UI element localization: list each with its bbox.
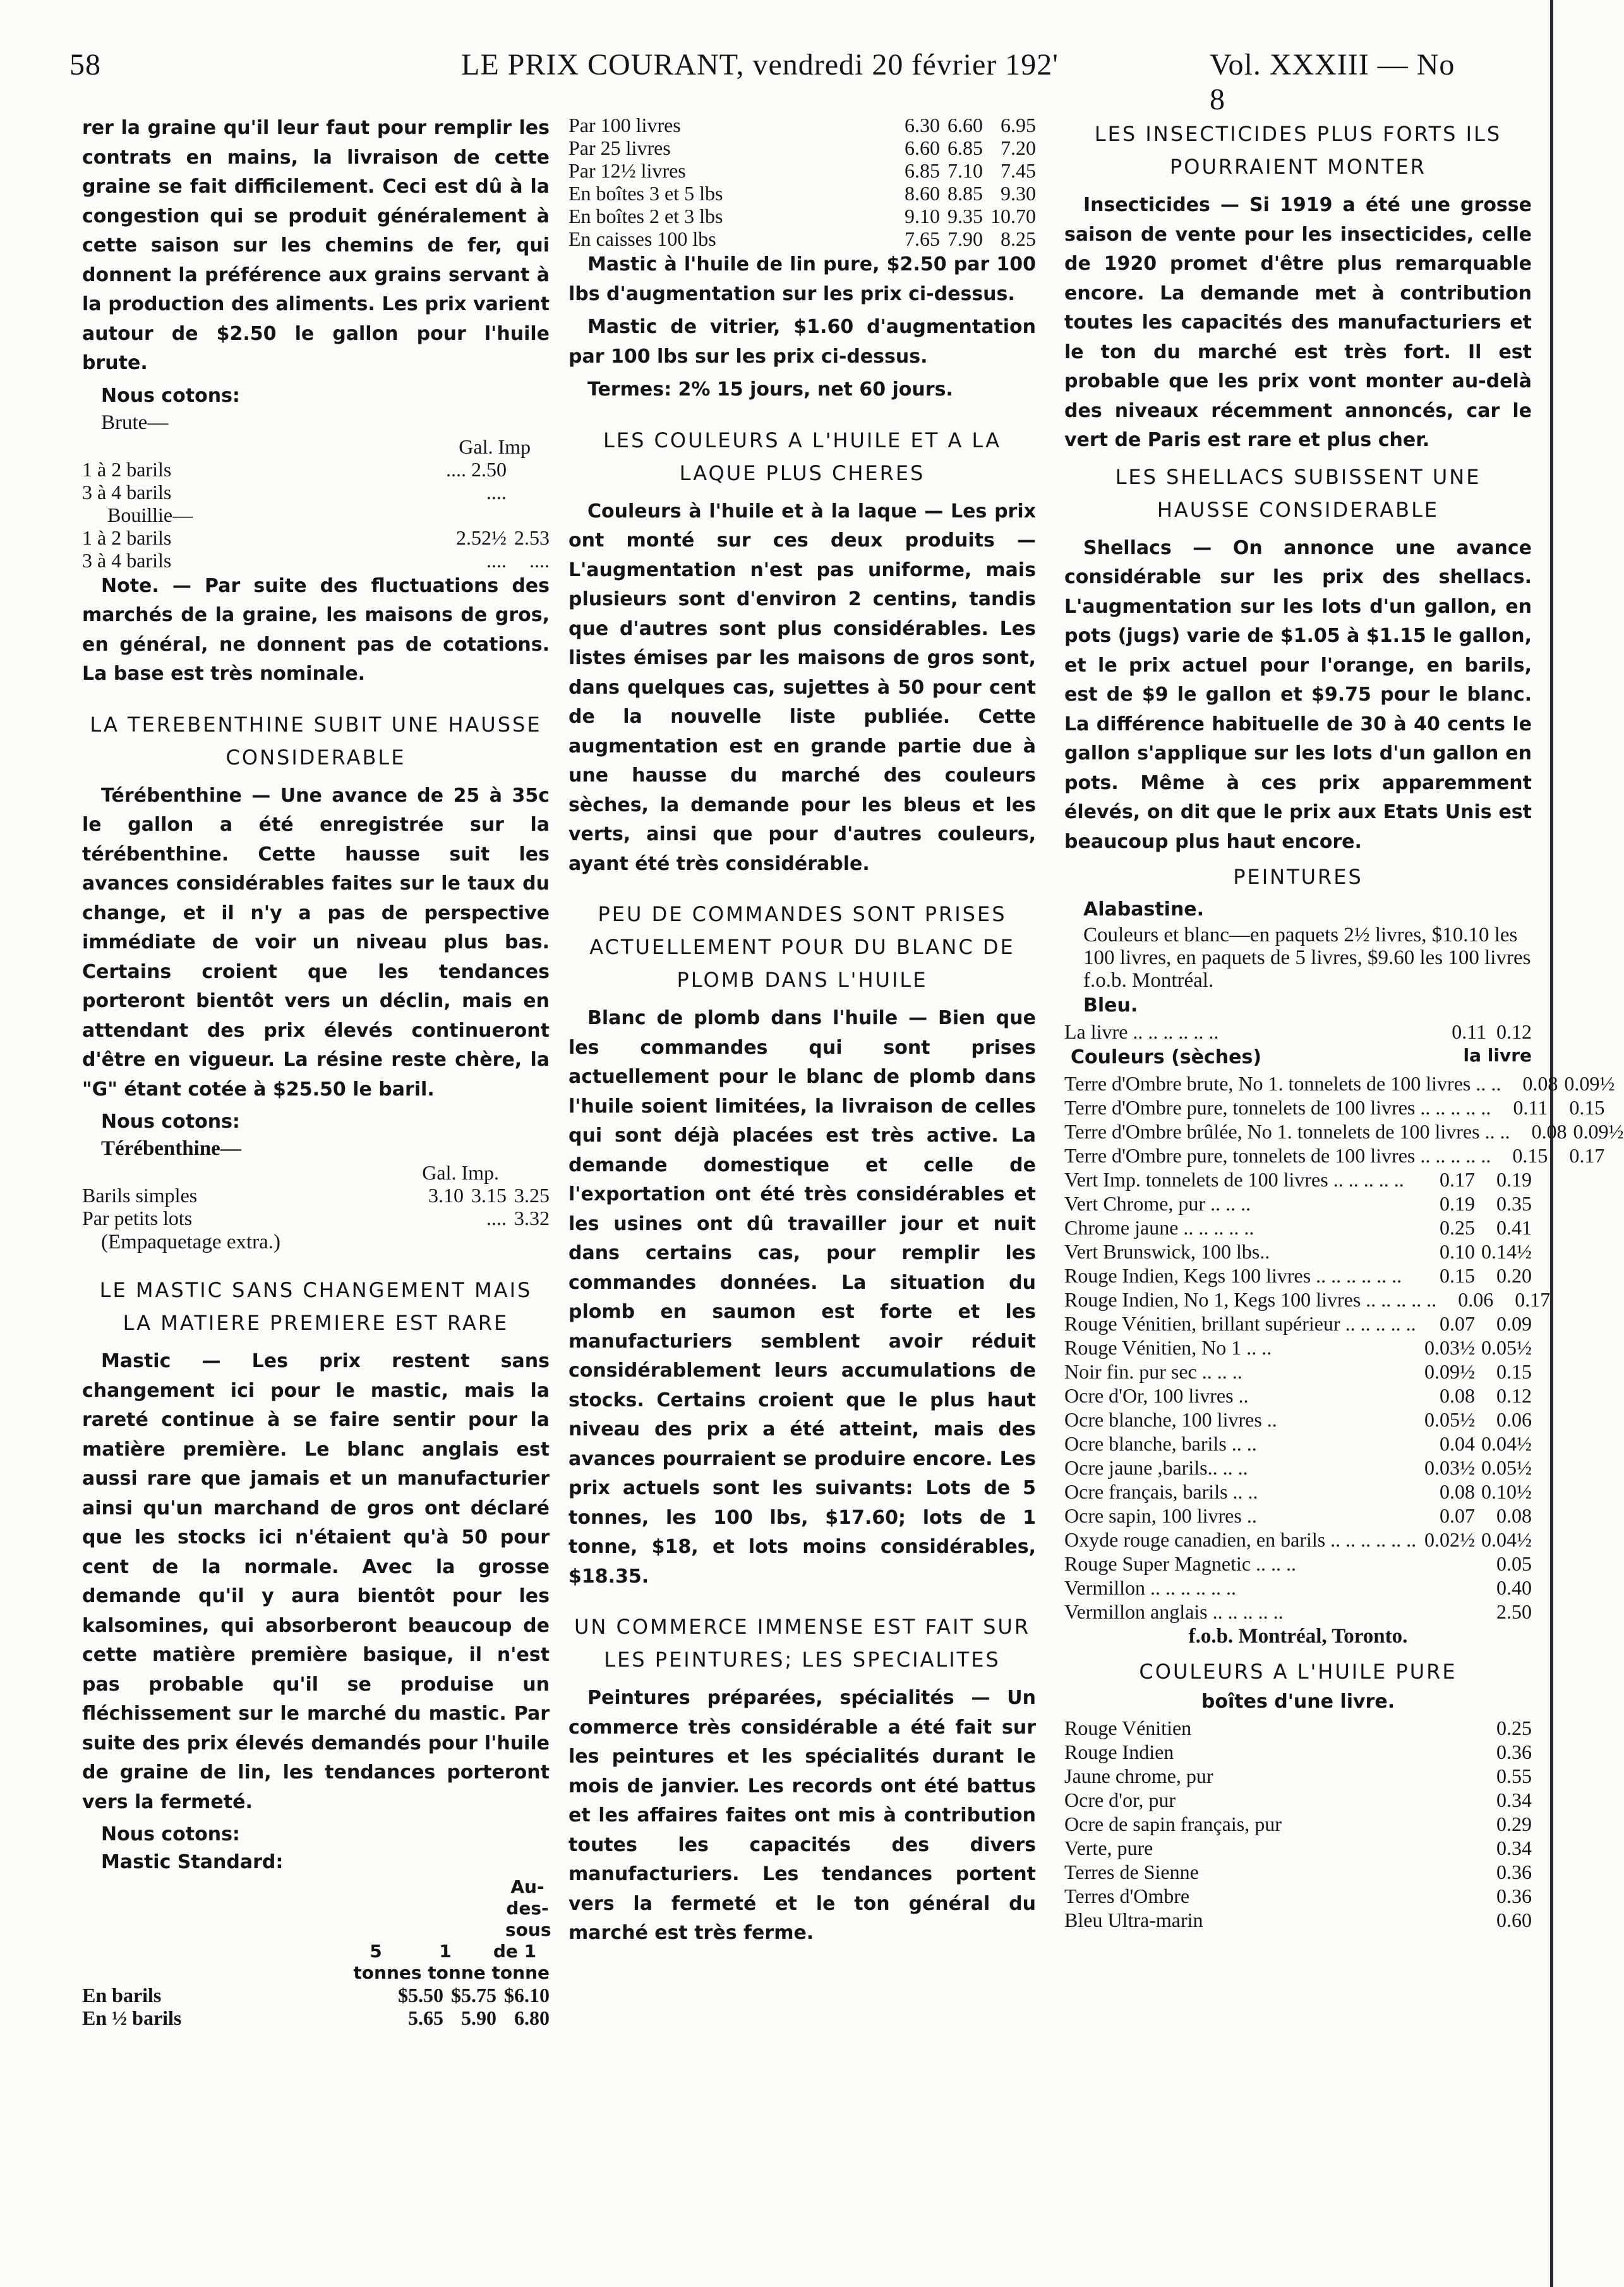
price-label: Ocre sapin, 100 livres .. xyxy=(1064,1504,1257,1527)
mastic-standard-label: Mastic Standard: xyxy=(101,1851,284,1873)
price-label: Terre d'Ombre brute, No 1. tonnelets de 100 livres .. .. xyxy=(1064,1072,1501,1095)
price-values xyxy=(1418,1216,1532,1240)
price-label: Rouge Vénitien, brillant supérieur .. .. .. .. .. xyxy=(1064,1312,1416,1335)
price-values xyxy=(1491,1095,1604,1119)
price-values xyxy=(1418,1432,1532,1456)
price-label: Rouge Indien, No 1, Kegs 100 livres .. .. .. .. .. xyxy=(1064,1288,1437,1311)
price-row xyxy=(1064,1384,1532,1408)
price-row xyxy=(1064,1528,1532,1552)
table-row: Par 25 livres 6.60 6.85 7.20 xyxy=(568,136,1036,159)
price-value: 0.10½ xyxy=(1481,1480,1532,1503)
nous-cotons-label: Nous cotons: xyxy=(101,1111,240,1133)
price-value: 0.03½ xyxy=(1424,1456,1475,1479)
mastic-unit-header: tonnes tonne tonne xyxy=(353,1962,550,1983)
price-value: 0.25 xyxy=(1440,1216,1475,1239)
couleurs-pure-table xyxy=(1064,1716,1532,1932)
price-value: 0.07 xyxy=(1440,1312,1475,1335)
price-value: 0.08 xyxy=(1496,1504,1532,1527)
price-row xyxy=(1064,1071,1615,1095)
table-row: Par 12½ livres 6.85 7.10 7.45 xyxy=(568,159,1036,182)
price-value: 2.50 xyxy=(1496,1600,1532,1623)
price-row xyxy=(1064,1192,1532,1216)
price-value: 0.15 xyxy=(1496,1360,1532,1383)
price-value: 0.29 xyxy=(1496,1813,1532,1835)
price-values xyxy=(1475,1908,1532,1932)
price-value: 0.25 xyxy=(1496,1717,1532,1739)
bleu-label: Bleu. xyxy=(1083,994,1138,1017)
price-label: Vermillon anglais .. .. .. .. .. xyxy=(1064,1600,1284,1623)
intro-paragraph: rer la graine qu'il leur faut pour remplir les contrats en mains, la livraison de cette graine se fait difficilement. Ceci est dû à la congestion qui se produit généralement à cette saison sur les chemins de fer, qui donnent la préférence aux grains servant à la production des aliments. Les prix varient autour de $2.50 le gallon pour l'huile brute. xyxy=(82,117,550,374)
price-value: 0.36 xyxy=(1496,1885,1532,1907)
price-row xyxy=(1064,1119,1624,1144)
huile-price-table xyxy=(82,458,550,572)
price-label: Rouge Indien, Kegs 100 livres .. .. .. .. .. .. xyxy=(1064,1264,1402,1287)
price-value: 0.03½ xyxy=(1424,1336,1475,1359)
price-values xyxy=(1418,1552,1532,1576)
mastic-huile-paragraph: Mastic à l'huile de lin pure, $2.50 par 100 lbs d'augmentation sur les prix ci-dessus. xyxy=(568,253,1036,305)
price-row xyxy=(1064,1264,1532,1288)
price-value: 0.60 xyxy=(1496,1909,1532,1931)
price-values xyxy=(1491,1144,1604,1168)
price-value: 0.09½ xyxy=(1424,1360,1475,1383)
gal-imp-header: Gal. Imp xyxy=(459,435,531,458)
price-row xyxy=(1064,1552,1532,1576)
price-value: 0.05½ xyxy=(1481,1456,1532,1479)
price-label: Bleu Ultra-marin xyxy=(1064,1909,1203,1931)
price-label: Rouge Indien xyxy=(1064,1741,1174,1763)
price-value: 0.19 xyxy=(1496,1168,1532,1191)
gal-imp-header: Gal. Imp. xyxy=(422,1161,499,1184)
price-label: Ocre d'Or, 100 livres .. xyxy=(1064,1384,1249,1407)
price-label: Ocre blanche, barils .. .. xyxy=(1064,1432,1257,1455)
price-value: 0.36 xyxy=(1496,1741,1532,1763)
price-values xyxy=(1501,1071,1615,1095)
price-values xyxy=(1418,1192,1532,1216)
price-value: 0.34 xyxy=(1496,1789,1532,1811)
table-row: 1 à 2 barils .... 2.50 xyxy=(82,457,507,481)
blanc-plomb-paragraph: Blanc de plomb dans l'huile — Bien que les commandes qui sont prises actuellement pour le blanc de plomb dans l'huile soient limitées, la livraison de celles qui sont déjà placées est très active. La demande domestique et celle de l'exportation ont été très considérables et les usines ont dû travailler jour et nuit dans certains cas, pour remplir les commandes données. La situation du plomb en saumon est forte et les manufacturiers semblent avoir réduit considérablement leurs accumulations de stocks. Certains croient que le plus haut niveau des prix a été atteint, mais des avances pourraient se produire encore. Les prix actuels sont les suivants: Lots de 5 tonnes, les 100 lbs, $17.60; lots de 1 tonne, $18, et lots moins considérables, $18.35. xyxy=(568,1007,1036,1588)
price-label: Ocre français, barils .. .. xyxy=(1064,1480,1258,1503)
table-row: En barils $5.50 $5.75 $6.10 xyxy=(82,1984,550,2006)
price-row xyxy=(1064,1884,1532,1908)
price-label: Ocre d'or, pur xyxy=(1064,1789,1176,1811)
table-row: Bouillie— xyxy=(107,503,193,526)
price-value: 0.20 xyxy=(1496,1264,1532,1287)
brute-label: Brute— xyxy=(101,411,169,434)
table-row: En boîtes 3 et 5 lbs 8.60 8.85 9.30 xyxy=(568,182,1036,205)
price-value: 0.15 xyxy=(1569,1096,1605,1119)
price-row xyxy=(1064,1288,1551,1312)
price-value: 0.09½ xyxy=(1573,1120,1624,1143)
price-value: 0.09 xyxy=(1496,1312,1532,1335)
price-value: 0.08 xyxy=(1440,1384,1475,1407)
table-row: Par 100 livres 6.30 6.60 6.95 xyxy=(568,114,1036,136)
price-values xyxy=(1475,1740,1532,1764)
price-row xyxy=(1064,1600,1532,1624)
heading-blanc-plomb: PEU DE COMMANDES SONT PRISES ACTUELLEMENT POUR DU BLANC DE PLOMB DANS L'HUILE xyxy=(589,902,1015,992)
terebenthine-paragraph: Térébenthine — Une avance de 25 à 35c le gallon a été enregistrée sur la térébenthine. Cette hausse suit les avances considérables faites sur le taux du change, et il n'y a pas de perspective immédiate de voir un niveau plus bas. Certains croient que les tendances porteront bientôt vers un déclin, mais en attendant des prix élevés continueront d'être en vigueur. La résine reste chère, la "G" étant cotée à $25.50 le baril. xyxy=(82,784,550,1101)
table-row: En ½ barils 5.65 5.90 6.80 xyxy=(82,2006,550,2029)
price-row xyxy=(1064,1812,1532,1836)
price-value: 0.15 xyxy=(1440,1264,1475,1287)
price-value: 0.04 xyxy=(1440,1432,1475,1455)
price-value: 0.09½ xyxy=(1564,1072,1615,1095)
price-value: 0.05½ xyxy=(1424,1408,1475,1431)
price-label: Ocre jaune ,barils.. .. .. xyxy=(1064,1456,1248,1479)
table-row: En boîtes 2 et 3 lbs 9.10 9.35 10.70 xyxy=(568,205,1036,227)
nous-cotons-label: Nous cotons: xyxy=(101,384,240,407)
price-label: Oxyde rouge canadien, en barils .. .. .. .. .. .. xyxy=(1064,1528,1417,1551)
couleurs-seches-table xyxy=(1064,1071,1624,1624)
price-label: Vert Imp. tonnelets de 100 livres .. .. .. .. .. xyxy=(1064,1168,1404,1191)
price-values xyxy=(1418,1456,1532,1480)
price-value: 0.17 xyxy=(1569,1144,1605,1167)
table-row: 1 à 2 barils 2.52½ 2.53 xyxy=(82,526,550,549)
price-values xyxy=(1418,1336,1532,1360)
price-row xyxy=(1064,1764,1532,1788)
page-title: LE PRIX COURANT, vendredi 20 février 192' xyxy=(461,48,1059,81)
note-paragraph: Note. — Par suite des fluctuations des marchés de la graine, les maisons de gros, en général, ne donnent pas de cotations. La base est très nominale. xyxy=(82,574,550,685)
price-value: 0.41 xyxy=(1496,1216,1532,1239)
page-header xyxy=(69,47,1459,116)
price-value: 0.34 xyxy=(1496,1837,1532,1859)
heading-terebenthine: LA TEREBENTHINE SUBIT UNE HAUSSE CONSIDERABLE xyxy=(90,712,542,769)
insecticides-paragraph: Insecticides — Si 1919 a été une grosse saison de vente pour les insecticides, celle de 1920 promet d'être plus remarquable encore. La demande met à contribution toutes les capacités des manufacturiers et le ton du marché est très fort. Il est probable que les prix vont monter au-delà des niveaux récemment annoncés, car le vert de Paris est rare et plus cher. xyxy=(1064,194,1532,451)
price-value: 0.08 xyxy=(1522,1072,1558,1095)
couleurs-paragraph: Couleurs à l'huile et à la laque — Les prix ont monté sur ces deux produits — L'augmentation n'est pas uniforme, mais plusieurs sont d'environ 2 centins, tandis que d'autres sont plus considérables. Les listes émises par les maisons de gros sont, dans quelques cas, sujettes à 50 pour cent de la nouvelle liste publiée. Cette augmentation est en grande partie due à une hausse du marché des couleurs sèches, la demande pour les bleus et les verts, ainsi que pour d'autres couleurs, ayant été très considérable. xyxy=(568,500,1036,875)
price-label: Rouge Super Magnetic .. .. .. xyxy=(1064,1552,1297,1575)
price-label: Terres de Sienne xyxy=(1064,1861,1199,1883)
price-label: Rouge Vénitien xyxy=(1064,1717,1192,1739)
price-values xyxy=(1418,1312,1532,1336)
price-values xyxy=(1418,1600,1532,1624)
commerce-paragraph: Peintures préparées, spécialités — Un commerce très considérable a été fait sur les peintures et les spécialités durant le mois de janvier. Les records ont été battus et les affaires faites ont mis à contribution toutes les capacités des divers manufacturiers. Les tendances portent vers la fermeté et le ton général du marché est très ferme. xyxy=(568,1687,1036,1944)
price-values xyxy=(1475,1788,1532,1812)
price-row xyxy=(1064,1716,1532,1740)
price-values xyxy=(1418,1504,1532,1528)
price-value: 0.12 xyxy=(1496,1384,1532,1407)
price-row xyxy=(1064,1432,1532,1456)
volume-number: Vol. XXXIII — No 8 xyxy=(1210,48,1455,116)
price-value: 0.04½ xyxy=(1481,1432,1532,1455)
price-value: 0.14½ xyxy=(1481,1240,1532,1263)
price-values xyxy=(1418,1480,1532,1504)
price-label: Chrome jaune .. .. .. .. .. xyxy=(1064,1216,1254,1239)
heading-couleurs-huile: LES COULEURS A L'HUILE ET A LA LAQUE PLUS CHERES xyxy=(603,428,1001,485)
price-values xyxy=(1418,1240,1532,1264)
terebenthine-label: Térébenthine— xyxy=(101,1137,241,1160)
price-values xyxy=(1436,1288,1550,1312)
table-row: 3 à 4 barils .... xyxy=(82,480,507,504)
price-row xyxy=(1064,1095,1605,1119)
boites-subheading: boîtes d'une livre. xyxy=(1201,1691,1395,1713)
price-value: 0.11 xyxy=(1513,1096,1548,1119)
termes-paragraph: Termes: 2% 15 jours, net 60 jours. xyxy=(587,378,953,401)
price-row xyxy=(1064,1312,1532,1336)
price-value: 0.55 xyxy=(1496,1765,1532,1787)
mastic-vitrier-paragraph: Mastic de vitrier, $1.60 d'augmentation par 100 lbs sur les prix ci-dessus. xyxy=(568,316,1036,368)
heading-insecticides: LES INSECTICIDES PLUS FORTS ILS POURRAIENT MONTER xyxy=(1094,122,1502,179)
price-value: 0.36 xyxy=(1496,1861,1532,1883)
terebenthine-price-table xyxy=(82,1184,550,1229)
price-label: Verte, pure xyxy=(1064,1837,1153,1859)
price-label: Vermillon .. .. .. .. .. .. xyxy=(1064,1576,1236,1599)
price-label: Rouge Vénitien, No 1 .. .. xyxy=(1064,1336,1272,1359)
mastic-continued-table xyxy=(568,114,1036,250)
price-label: Ocre de sapin français, pur xyxy=(1064,1813,1282,1835)
price-label: Vert Brunswick, 100 lbs.. xyxy=(1064,1240,1270,1263)
mastic-paragraph: Mastic — Les prix restent sans changement ici pour le mastic, mais la rareté continue à se faire sentir pour la matière première. Le blanc anglais est aussi rare que jamais et un manufacturier ainsi qu'un marchand de gros ont déclaré que les stocks ici n'étaient qu'à 50 pour cent de la normale. Avec la grosse demande qu'il y aura bientôt pour les kalsomines, qui absorberont beaucoup de cette matière première basique, il n'est pas probable qu'il se produise un fléchissement sur le marché du mastic. Par suite des prix élevés demandés pour l'huile de graine de lin, les tendances porteront vers la fermeté. xyxy=(82,1350,550,1813)
price-values xyxy=(1418,1384,1532,1408)
mastic-price-table xyxy=(82,1984,550,2029)
price-row xyxy=(1064,1168,1532,1192)
price-label: Terre d'Ombre pure, tonnelets de 100 livres .. .. .. .. .. xyxy=(1064,1096,1491,1119)
price-value: 0.17 xyxy=(1515,1288,1551,1311)
price-value: 0.10 xyxy=(1440,1240,1475,1263)
column-1 xyxy=(82,114,550,2029)
price-row xyxy=(1064,1836,1532,1860)
price-value: 0.07 xyxy=(1440,1504,1475,1527)
price-values xyxy=(1475,1884,1532,1908)
price-values xyxy=(1418,1576,1532,1600)
column-3 xyxy=(1064,114,1624,1932)
price-row xyxy=(1064,1860,1532,1884)
au-dessous-header: Au-des-sous xyxy=(505,1876,551,1940)
price-value: 0.40 xyxy=(1496,1576,1532,1599)
heading-couleurs-pure: COULEURS A L'HUILE PURE xyxy=(1139,1660,1457,1684)
price-row xyxy=(1064,1144,1605,1168)
price-values xyxy=(1475,1764,1532,1788)
heading-peintures: PEINTURES xyxy=(1233,865,1363,889)
alabastine-label: Alabastine. xyxy=(1083,898,1205,920)
shellacs-paragraph: Shellacs — On annonce une avance considérable sur les prix des shellacs. L'augmentation sur les lots d'un gallon, en pots (jugs) varie de $1.05 à $1.15 le gallon, et le prix actuel pour l'orange, en barils, est de $9 le gallon et $9.75 pour le blanc. La différence habituelle de 30 à 40 cents le gallon s'applique sur les lots d'un gallon en pots. Même à ces prix apparemment élevés, on dit que le prix aux Etats Unis est beaucoup plus haut encore. xyxy=(1064,536,1532,853)
price-label: Noir fin. pur sec .. .. .. xyxy=(1064,1360,1242,1383)
price-values xyxy=(1418,1408,1532,1432)
price-value: 0.15 xyxy=(1512,1144,1548,1167)
price-row xyxy=(1064,1480,1532,1504)
price-value: 0.02½ xyxy=(1424,1528,1475,1551)
price-values xyxy=(1510,1119,1624,1144)
heading-shellacs: LES SHELLACS SUBISSENT UNE HAUSSE CONSIDERABLE xyxy=(1115,464,1481,522)
price-value: 0.35 xyxy=(1496,1192,1532,1215)
price-row xyxy=(1064,1408,1532,1432)
empaquetage-note: (Empaquetage extra.) xyxy=(101,1231,281,1253)
alabastine-text: Couleurs et blanc—en paquets 2½ livres, $10.10 les 100 livres, en paquets de 5 livres, $9.60 les 100 livres f.o.b. Montréal. xyxy=(1083,924,1531,992)
page-number: 58 xyxy=(69,48,101,81)
table-row: 3 à 4 barils .... .... xyxy=(82,548,550,572)
price-row xyxy=(1064,1216,1532,1240)
seches-header: Couleurs (sèches) la livre xyxy=(1071,1045,1532,1068)
price-value: 0.06 xyxy=(1496,1408,1532,1431)
price-values xyxy=(1475,1836,1532,1860)
price-value: 0.04½ xyxy=(1481,1528,1532,1551)
price-value: 0.19 xyxy=(1440,1192,1475,1215)
price-value: 0.05½ xyxy=(1481,1336,1532,1359)
price-row xyxy=(1064,1504,1532,1528)
nous-cotons-label: Nous cotons: xyxy=(101,1823,240,1845)
price-row xyxy=(1064,1576,1532,1600)
price-label: Vert Chrome, pur .. .. .. xyxy=(1064,1192,1251,1215)
column-2 xyxy=(568,114,1036,1952)
price-value: 0.08 xyxy=(1531,1120,1567,1143)
price-label: Terre d'Ombre brûlée, No 1. tonnelets de 100 livres .. .. xyxy=(1064,1120,1510,1143)
bleu-row: La livre .. .. .. .. .. .. 0.11 0.12 xyxy=(1064,1020,1532,1043)
price-values xyxy=(1475,1716,1532,1740)
heading-mastic: LE MASTIC SANS CHANGEMENT MAIS LA MATIERE PREMIERE EST RARE xyxy=(99,1278,532,1335)
price-values xyxy=(1475,1812,1532,1836)
price-row xyxy=(1064,1788,1532,1812)
price-label: Terres d'Ombre xyxy=(1064,1885,1190,1907)
price-value: 0.06 xyxy=(1458,1288,1494,1311)
price-label: Jaune chrome, pur xyxy=(1064,1765,1213,1787)
price-row xyxy=(1064,1456,1532,1480)
table-row: Barils simples 3.10 3.15 3.25 xyxy=(82,1184,550,1207)
table-row: En caisses 100 lbs 7.65 7.90 8.25 xyxy=(568,227,1036,250)
price-values xyxy=(1418,1168,1532,1192)
price-label: Terre d'Ombre pure, tonnelets de 100 livres .. .. .. .. .. xyxy=(1064,1144,1491,1167)
price-row xyxy=(1064,1908,1532,1932)
price-row xyxy=(1064,1740,1532,1764)
price-row xyxy=(1064,1240,1532,1264)
price-values xyxy=(1475,1860,1532,1884)
price-values xyxy=(1418,1360,1532,1384)
price-value: 0.05 xyxy=(1496,1552,1532,1575)
mastic-column-header: 5 1 de 1 xyxy=(370,1941,537,1962)
price-value: 0.17 xyxy=(1440,1168,1475,1191)
price-values xyxy=(1418,1264,1532,1288)
price-row xyxy=(1064,1360,1532,1384)
price-value: 0.08 xyxy=(1440,1480,1475,1503)
price-values xyxy=(1418,1528,1532,1552)
fob-note: f.o.b. Montréal, Toronto. xyxy=(1188,1625,1408,1648)
price-row xyxy=(1064,1336,1532,1360)
price-label: Ocre blanche, 100 livres .. xyxy=(1064,1408,1277,1431)
heading-commerce: UN COMMERCE IMMENSE EST FAIT SUR LES PEINTURES; LES SPECIALITES xyxy=(574,1615,1031,1672)
table-row: Par petits lots .... 3.32 xyxy=(82,1207,550,1229)
